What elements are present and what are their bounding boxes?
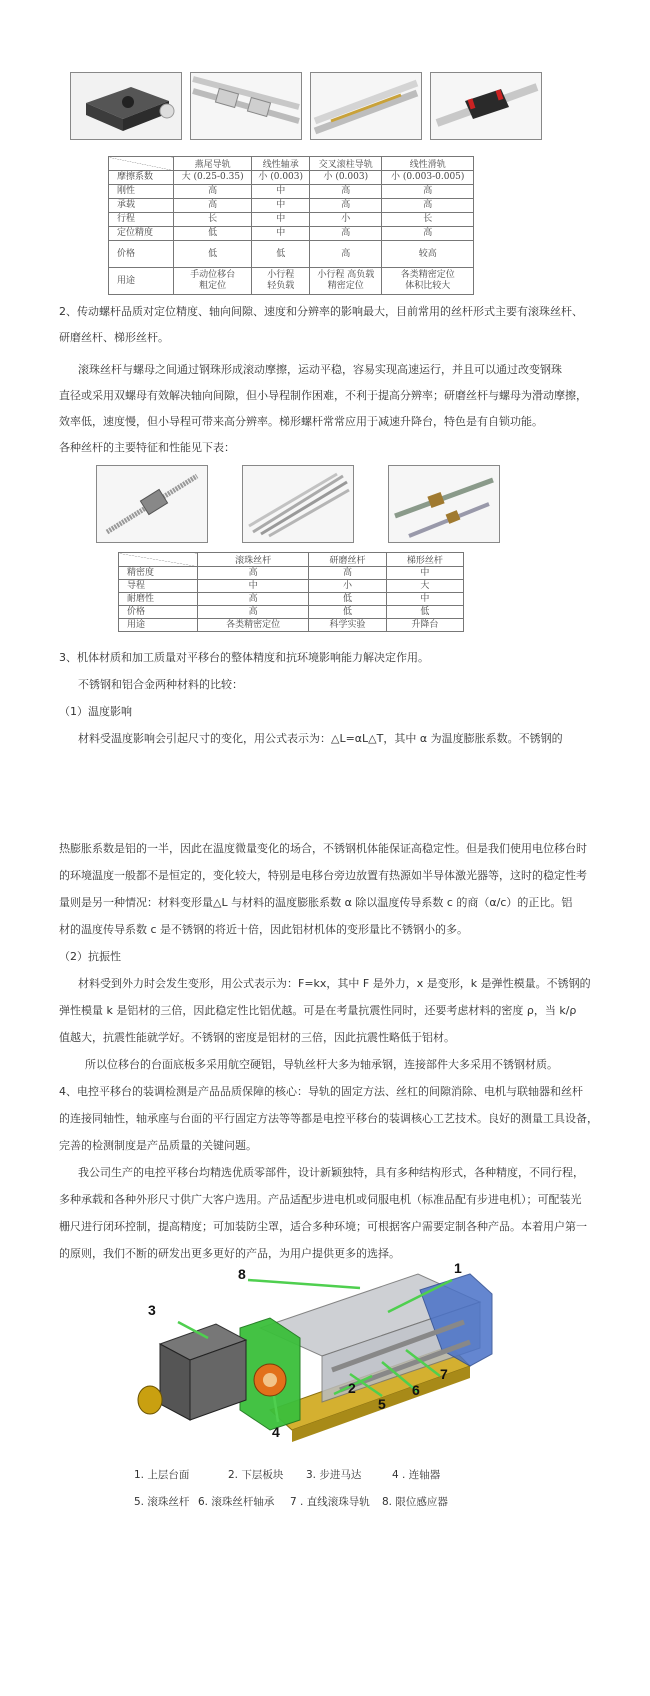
paragraph-thermal-l4: 材的温度传导系数 c 是不锈钢的将近十倍，因此铝材机体的变形量比不锈钢小的多。: [59, 923, 469, 936]
paragraph-assembly-l3: 完善的检测制度是产品质量的关键问题。: [59, 1139, 257, 1152]
table-header-cell: 研磨丝杆: [309, 553, 386, 567]
table-header-cell: 梯形丝杆: [386, 553, 463, 567]
table-cell: 低: [309, 593, 386, 606]
callout-6: 6: [412, 1382, 420, 1398]
cross-roller-stage-photo: [70, 72, 182, 140]
table-cell: 中: [386, 567, 463, 580]
legend-item-6: 6. 滚珠丝杆轴承: [198, 1496, 275, 1508]
table-row: [109, 171, 474, 185]
table-row: [119, 580, 464, 593]
table-header-cell: 滚珠丝杆: [198, 553, 309, 567]
table-row-header: 精密度: [119, 567, 198, 580]
table-cell: 中: [252, 185, 310, 199]
legend-item-8: 8. 限位感应器: [382, 1496, 448, 1508]
table-row-header: 刚性: [109, 185, 174, 199]
paragraph-company-l1: 我公司生产的电控平移台均精选优质零部件，设计新颖独特，具有多种结构形式，各种精度，不同行程，: [78, 1166, 584, 1179]
callout-3: 3: [148, 1302, 156, 1318]
paragraph-thermal-l3: 量则是另一种情况：材料变形量△L 与材料的温度膨胀系数 α 除以温度传导系数 c 的商（α/c）的正比。铝: [59, 896, 573, 909]
paragraph-ball-screw-l2: 直径或采用双螺母有效解决轴向间隙，但小导程制作困难，不利于提高分辨率；研磨丝杆与螺母为滑动摩擦，: [59, 389, 587, 402]
table-cell: 高: [382, 185, 474, 199]
callout-1: 1: [454, 1260, 462, 1276]
guide-rail-comparison-table: [108, 156, 474, 295]
paragraph-company-l3: 栅尺进行闭环控制，提高精度；可加装防尘罩，适合多种环境；可根据客户需要定制各种产品。本着用户第一: [59, 1220, 587, 1233]
table-cell: 低: [386, 606, 463, 619]
legend-item-5: 5. 滚珠丝杆: [134, 1496, 190, 1508]
table-header-row: [119, 553, 464, 567]
table-cell: 高: [174, 185, 252, 199]
table-header-row: [109, 157, 474, 171]
linear-bearing-photo: [190, 72, 302, 140]
table-cell: 低: [174, 227, 252, 241]
table-cell: 各类精密定位: [198, 619, 309, 632]
table-cell: 小: [310, 213, 382, 227]
table-row-header: 用途: [119, 619, 198, 632]
table-cell: 科学实验: [309, 619, 386, 632]
table-cell: 高: [382, 199, 474, 213]
motorized-stage-diagram: [120, 1260, 500, 1450]
paragraph-assembly-l1: 4、电控平移台的装调检测是产品品质保障的核心：导轨的固定方法、丝杠的间隙消除、电机与联轴器和丝杆: [59, 1085, 583, 1098]
paragraph-thermal-l2: 的环境温度一般都不是恒定的，变化较大，特别是电移台旁边放置有热源如半导体激光器等，这时的稳定性考: [59, 869, 587, 882]
paragraph-material-compare: 不锈钢和铝合金两种材料的比较：: [78, 678, 243, 691]
paragraph-company-l4: 的原则，我们不断的研发出更多更好的产品，为用户提供更多的选择。: [59, 1247, 400, 1260]
table-cell: 中: [198, 580, 309, 593]
paragraph-temperature-formula: 材料受温度影响会引起尺寸的变化，用公式表示为：△L=αL△T，其中 α 为温度膨胀系数。不锈钢的: [78, 732, 563, 745]
ball-screw-photo: [96, 465, 208, 543]
table-cell: 大: [386, 580, 463, 593]
paragraph-material-intro: 3、机体材质和加工质量对平移台的整体精度和抗环境影响能力解决定作用。: [59, 651, 429, 664]
legend-item-3: 3. 步进马达: [306, 1469, 362, 1481]
legend-item-1: 1. 上层台面: [134, 1469, 190, 1481]
ground-screw-photo: [242, 465, 354, 543]
heading-vibration: （2）抗振性: [59, 950, 121, 963]
table-cell: 小 (0.003-0.005): [382, 171, 474, 185]
table-row-header: 摩擦系数: [109, 171, 174, 185]
paragraph-material-summary: 所以位移台的台面底板多采用航空硬铝，导轨丝杆大多为轴承钢，连接部件大多采用不锈钢材质。: [85, 1058, 558, 1071]
crossed-roller-guide-photo: [310, 72, 422, 140]
paragraph-vibration-l3: 值越大，抗震性能就学好。不锈钢的密度是铝材的三倍，因此抗震性略低于铝材。: [59, 1031, 455, 1044]
table-cell: 小 (0.003): [252, 171, 310, 185]
table-cell: 小行程 高负载 精密定位: [310, 268, 382, 295]
table-cell: 手动位移台 粗定位: [174, 268, 252, 295]
table-row: [109, 227, 474, 241]
paragraph-ball-screw-l3: 效率低，速度慢，但小导程可带来高分辨率。梯形螺杆常常应用于减速升降台，特色是有自锁功能。: [59, 415, 543, 428]
table-cell: 大 (0.25-0.35): [174, 171, 252, 185]
screw-comparison-table: [118, 552, 464, 632]
table-cell: 高: [382, 227, 474, 241]
table-cell: 中: [252, 199, 310, 213]
table-header-cell: 交叉滚柱导轨: [310, 157, 382, 171]
table-row: [109, 199, 474, 213]
table-cell: 小 (0.003): [310, 171, 382, 185]
table-cell: 中: [386, 593, 463, 606]
table-cell: 高: [198, 567, 309, 580]
table-header-cell: 线性轴承: [252, 157, 310, 171]
legend-item-2: 2. 下层板块: [228, 1469, 284, 1481]
table-row: [109, 185, 474, 199]
callout-2: 2: [348, 1380, 356, 1396]
table-row: [109, 241, 474, 268]
table-cell: 高: [310, 199, 382, 213]
heading-temperature: （1）温度影响: [59, 705, 132, 718]
legend-item-4: 4 . 连轴器: [392, 1469, 441, 1481]
table-corner-cell: [119, 553, 198, 567]
paragraph-screw-table-intro: 各种丝杆的主要特征和性能见下表：: [59, 441, 235, 454]
table-row: [109, 213, 474, 227]
table-cell: 中: [252, 213, 310, 227]
paragraph-vibration-l2: 弹性模量 k 是铝材的三倍，因此稳定性比铝优越。可是在考量抗震性同时，还要考虑材料的密度 ρ，当 k/ρ: [59, 1004, 577, 1017]
table-cell: 长: [382, 213, 474, 227]
table-row: [119, 567, 464, 580]
paragraph-lead-screw-intro: 2、传动螺杆品质对定位精度、轴向间隙、速度和分辨率的影响最大，目前常用的丝杆形式主要有滚珠丝杆、: [59, 305, 583, 318]
trapezoidal-screw-photo: [388, 465, 500, 543]
table-row-header: 价格: [119, 606, 198, 619]
table-corner-cell: [109, 157, 174, 171]
table-row-header: 行程: [109, 213, 174, 227]
paragraph-thermal-l1: 热膨胀系数是铝的一半，因此在温度微量变化的场合，不锈钢机体能保证高稳定性。但是我们使用电位移台时: [59, 842, 587, 855]
table-cell: 高: [174, 199, 252, 213]
table-cell: 低: [174, 241, 252, 268]
table-cell: 小: [309, 580, 386, 593]
table-row-header: 承载: [109, 199, 174, 213]
table-header-cell: 线性滑轨: [382, 157, 474, 171]
linear-slide-rail-photo: [430, 72, 542, 140]
table-row-header: 定位精度: [109, 227, 174, 241]
callout-8: 8: [238, 1266, 246, 1282]
table-row: [109, 268, 474, 295]
table-row-header: 价格: [109, 241, 174, 268]
paragraph-ball-screw: 滚珠丝杆与螺母之间通过钢珠形成滚动摩擦，运动平稳，容易实现高速运行，并且可以通过改变钢珠: [78, 363, 562, 376]
callout-5: 5: [378, 1396, 386, 1412]
paragraph-lead-screw-intro-cont: 研磨丝杆、梯形丝杆。: [59, 331, 169, 344]
table-cell: 较高: [382, 241, 474, 268]
callout-7: 7: [440, 1366, 448, 1382]
paragraph-company-l2: 多种承载和各种外形尺寸供广大客户选用。产品适配步进电机或伺服电机（标准品配有步进电机）；可配装光: [59, 1193, 582, 1206]
table-cell: 长: [174, 213, 252, 227]
table-cell: 中: [252, 227, 310, 241]
paragraph-assembly-l2: 的连接同轴性，轴承座与台面的平行固定方法等等都是电控平移台的装调核心工艺技术。良好的测量工具设备，: [59, 1112, 598, 1125]
table-row: [119, 606, 464, 619]
table-row-header: 用途: [109, 268, 174, 295]
paragraph-vibration-l1: 材料受到外力时会发生变形，用公式表示为：F=kx，其中 F 是外力，x 是变形，k 是弹性模量。不锈钢的: [78, 977, 591, 990]
table-cell: 低: [309, 606, 386, 619]
legend-item-7: 7 . 直线滚珠导轨: [290, 1496, 370, 1508]
table-row-header: 导程: [119, 580, 198, 593]
table-cell: 高: [309, 567, 386, 580]
table-row-header: 耐磨性: [119, 593, 198, 606]
table-cell: 升降台: [386, 619, 463, 632]
table-cell: 高: [310, 227, 382, 241]
table-row: [119, 619, 464, 632]
table-cell: 高: [198, 593, 309, 606]
table-row: [119, 593, 464, 606]
table-header-cell: 燕尾导轨: [174, 157, 252, 171]
table-cell: 高: [310, 185, 382, 199]
table-cell: 低: [252, 241, 310, 268]
table-cell: 高: [198, 606, 309, 619]
table-cell: 小行程 轻负载: [252, 268, 310, 295]
callout-4: 4: [272, 1424, 280, 1440]
table-cell: 各类精密定位 体积比较大: [382, 268, 474, 295]
table-cell: 高: [310, 241, 382, 268]
